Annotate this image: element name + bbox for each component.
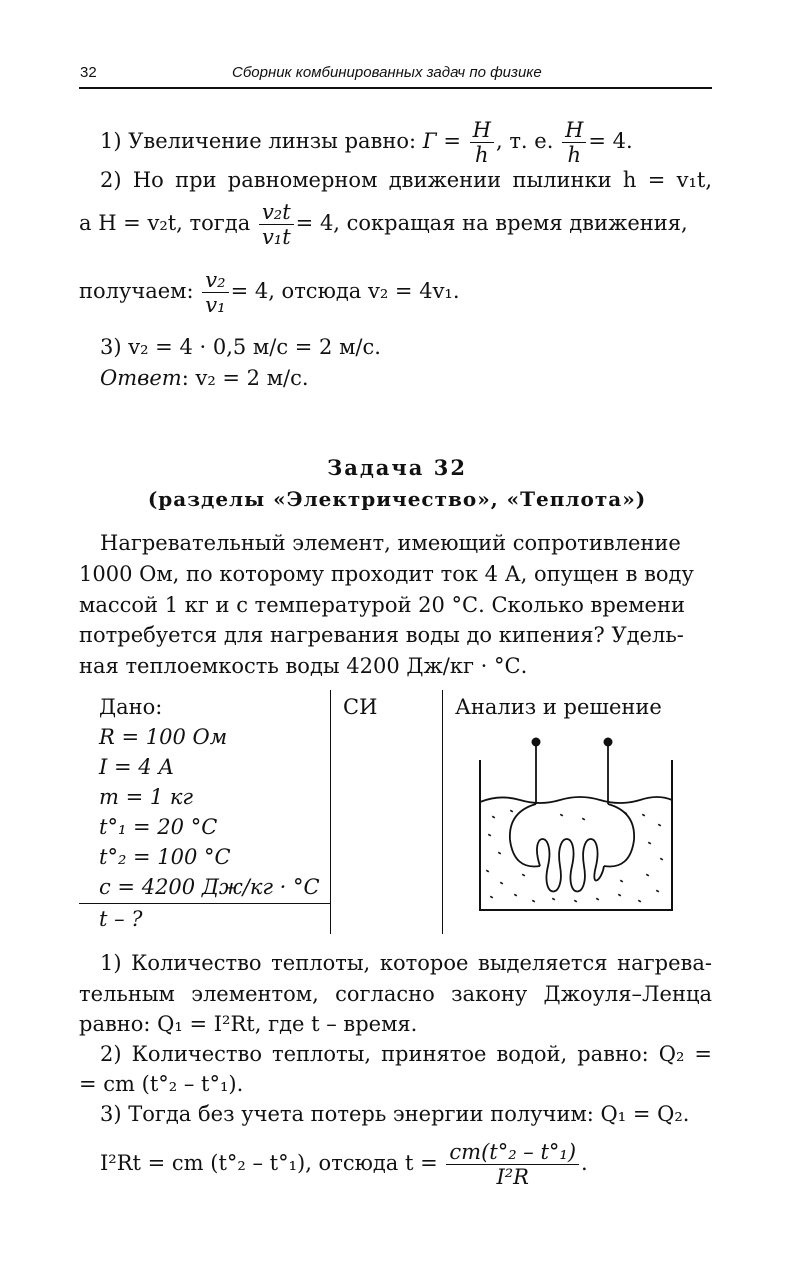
solution-text: = cm (t°₂ – t°₁). (79, 1072, 244, 1096)
find-item: t – ? (99, 907, 143, 931)
page-number: 32 (80, 64, 97, 81)
solution-1-line-2 (79, 981, 712, 1007)
fraction-den: h (567, 143, 581, 167)
fraction-num: v₂ (202, 268, 228, 293)
final-formula-end: . (581, 1151, 588, 1175)
solution-1-line-1 (100, 950, 712, 976)
analysis-header: Анализ и решение (455, 695, 662, 719)
prev-step-2-line-3-b: = 4, отсюда v₂ = 4v₁. (230, 279, 460, 303)
fraction-num: v₂t (259, 200, 294, 225)
problem-line-text: массой 1 кг и с температурой 20 °С. Сколько времени (79, 593, 685, 617)
water-surface (480, 797, 672, 803)
prev-step-1-text: 1) Увеличение линзы равно: (100, 129, 417, 153)
solution-3-line: 3) Тогда без учета потерь энергии получим: Q₁ = Q₂. (100, 1102, 690, 1126)
solution-text: 2) Количество теплоты, принятое водой, равно: Q₂ = (100, 1042, 712, 1066)
prev-step-2-line-2 (79, 200, 688, 249)
prev-step-1 (100, 118, 633, 167)
prev-step-2-line-3-a: получаем: (79, 279, 194, 303)
problem-line-4 (79, 622, 684, 648)
prev-answer (100, 365, 309, 391)
given-item-t2: t°₂ = 100 °С (99, 845, 231, 869)
task-title: Задача 32 (327, 455, 467, 480)
si-header: СИ (343, 695, 378, 719)
given-item-I: I = 4 А (99, 755, 175, 779)
problem-line-text: Нагревательный элемент, имеющий сопротивление (100, 531, 681, 555)
prev-step-2-line-2-a: а H = v₂t, тогда (79, 211, 251, 235)
problem-line-text: 1000 Ом, по которому проходит ток 4 А, опущен в воду (79, 562, 694, 586)
solution-text: тельным элементом, согласно закону Джоуля–Ленца (79, 982, 712, 1006)
solution-1-line-3 (79, 1011, 417, 1037)
problem-line-5 (79, 653, 527, 679)
prev-step-2-line-3 (79, 268, 460, 317)
final-formula (100, 1140, 588, 1189)
given-item-t1: t°₁ = 20 °С (99, 815, 218, 839)
prev-step-3: 3) v₂ = 4 · 0,5 м/с = 2 м/с. (100, 335, 381, 359)
answer-label: Ответ (100, 366, 182, 390)
heater-loop-right (604, 804, 634, 866)
table-divider-1 (330, 690, 331, 934)
heater-in-water-illustration (470, 730, 682, 920)
fraction-den: h (475, 143, 489, 167)
given-item-R: R = 100 Ом (99, 725, 228, 749)
problem-line-text: потребуется для нагревания воды до кипения? Удель- (79, 623, 684, 647)
prev-step-1-result: = 4. (588, 129, 633, 153)
fraction-den: v₁ (205, 293, 226, 317)
given-item-m: m = 1 кг (99, 785, 194, 809)
heater-loop-left (510, 804, 540, 866)
problem-line-2 (79, 561, 694, 587)
fraction-den: v₁t (261, 225, 291, 249)
given-item-c: c = 4200 Дж/кг · °С (99, 875, 320, 899)
heating-coil (537, 839, 604, 892)
header-rule (79, 87, 712, 89)
prev-step-2-line-1: 2) Но при равномерном движении пылинки h = v₁t, (100, 168, 712, 192)
table-divider-2 (442, 690, 443, 934)
solution-text: равно: Q₁ = I²Rt, где t – время. (79, 1012, 418, 1036)
container-outline (480, 760, 672, 910)
prev-step-2-line-2-b: = 4, сокращая на время движения, (295, 211, 688, 235)
fraction-num: cm(t°₂ – t°₁) (446, 1140, 579, 1165)
solution-2-line-2 (79, 1071, 243, 1097)
given-underline (79, 903, 330, 904)
answer-value: : v₂ = 2 м/с. (181, 366, 309, 390)
problem-line-1 (100, 530, 681, 556)
task-subtitle: (разделы «Электричество», «Теплота») (147, 487, 647, 511)
final-formula-left: I²Rt = cm (t°₂ – t°₁), отсюда t = (100, 1151, 438, 1175)
fraction-num: H (562, 118, 586, 143)
problem-line-3 (79, 592, 685, 618)
problem-line-text: ная теплоемкость воды 4200 Дж/кг · °С. (79, 654, 528, 678)
magnification-symbol: Г = (422, 129, 461, 153)
final-fraction (446, 1140, 579, 1189)
fraction-den: I²R (496, 1165, 529, 1189)
fraction-H-over-h-2 (562, 118, 586, 167)
running-title: Сборник комбинированных задач по физике (232, 64, 542, 81)
fraction-H-over-h (470, 118, 494, 167)
prev-step-1-mid: , т. е. (495, 129, 554, 153)
solution-2-line-1 (100, 1041, 712, 1067)
solution-text: 1) Количество теплоты, которое выделяется нагрева- (100, 951, 712, 975)
fraction-v2t-over-v1t (259, 200, 294, 249)
fraction-v2-over-v1 (202, 268, 228, 317)
given-header: Дано: (99, 695, 163, 719)
fraction-num: H (470, 118, 494, 143)
